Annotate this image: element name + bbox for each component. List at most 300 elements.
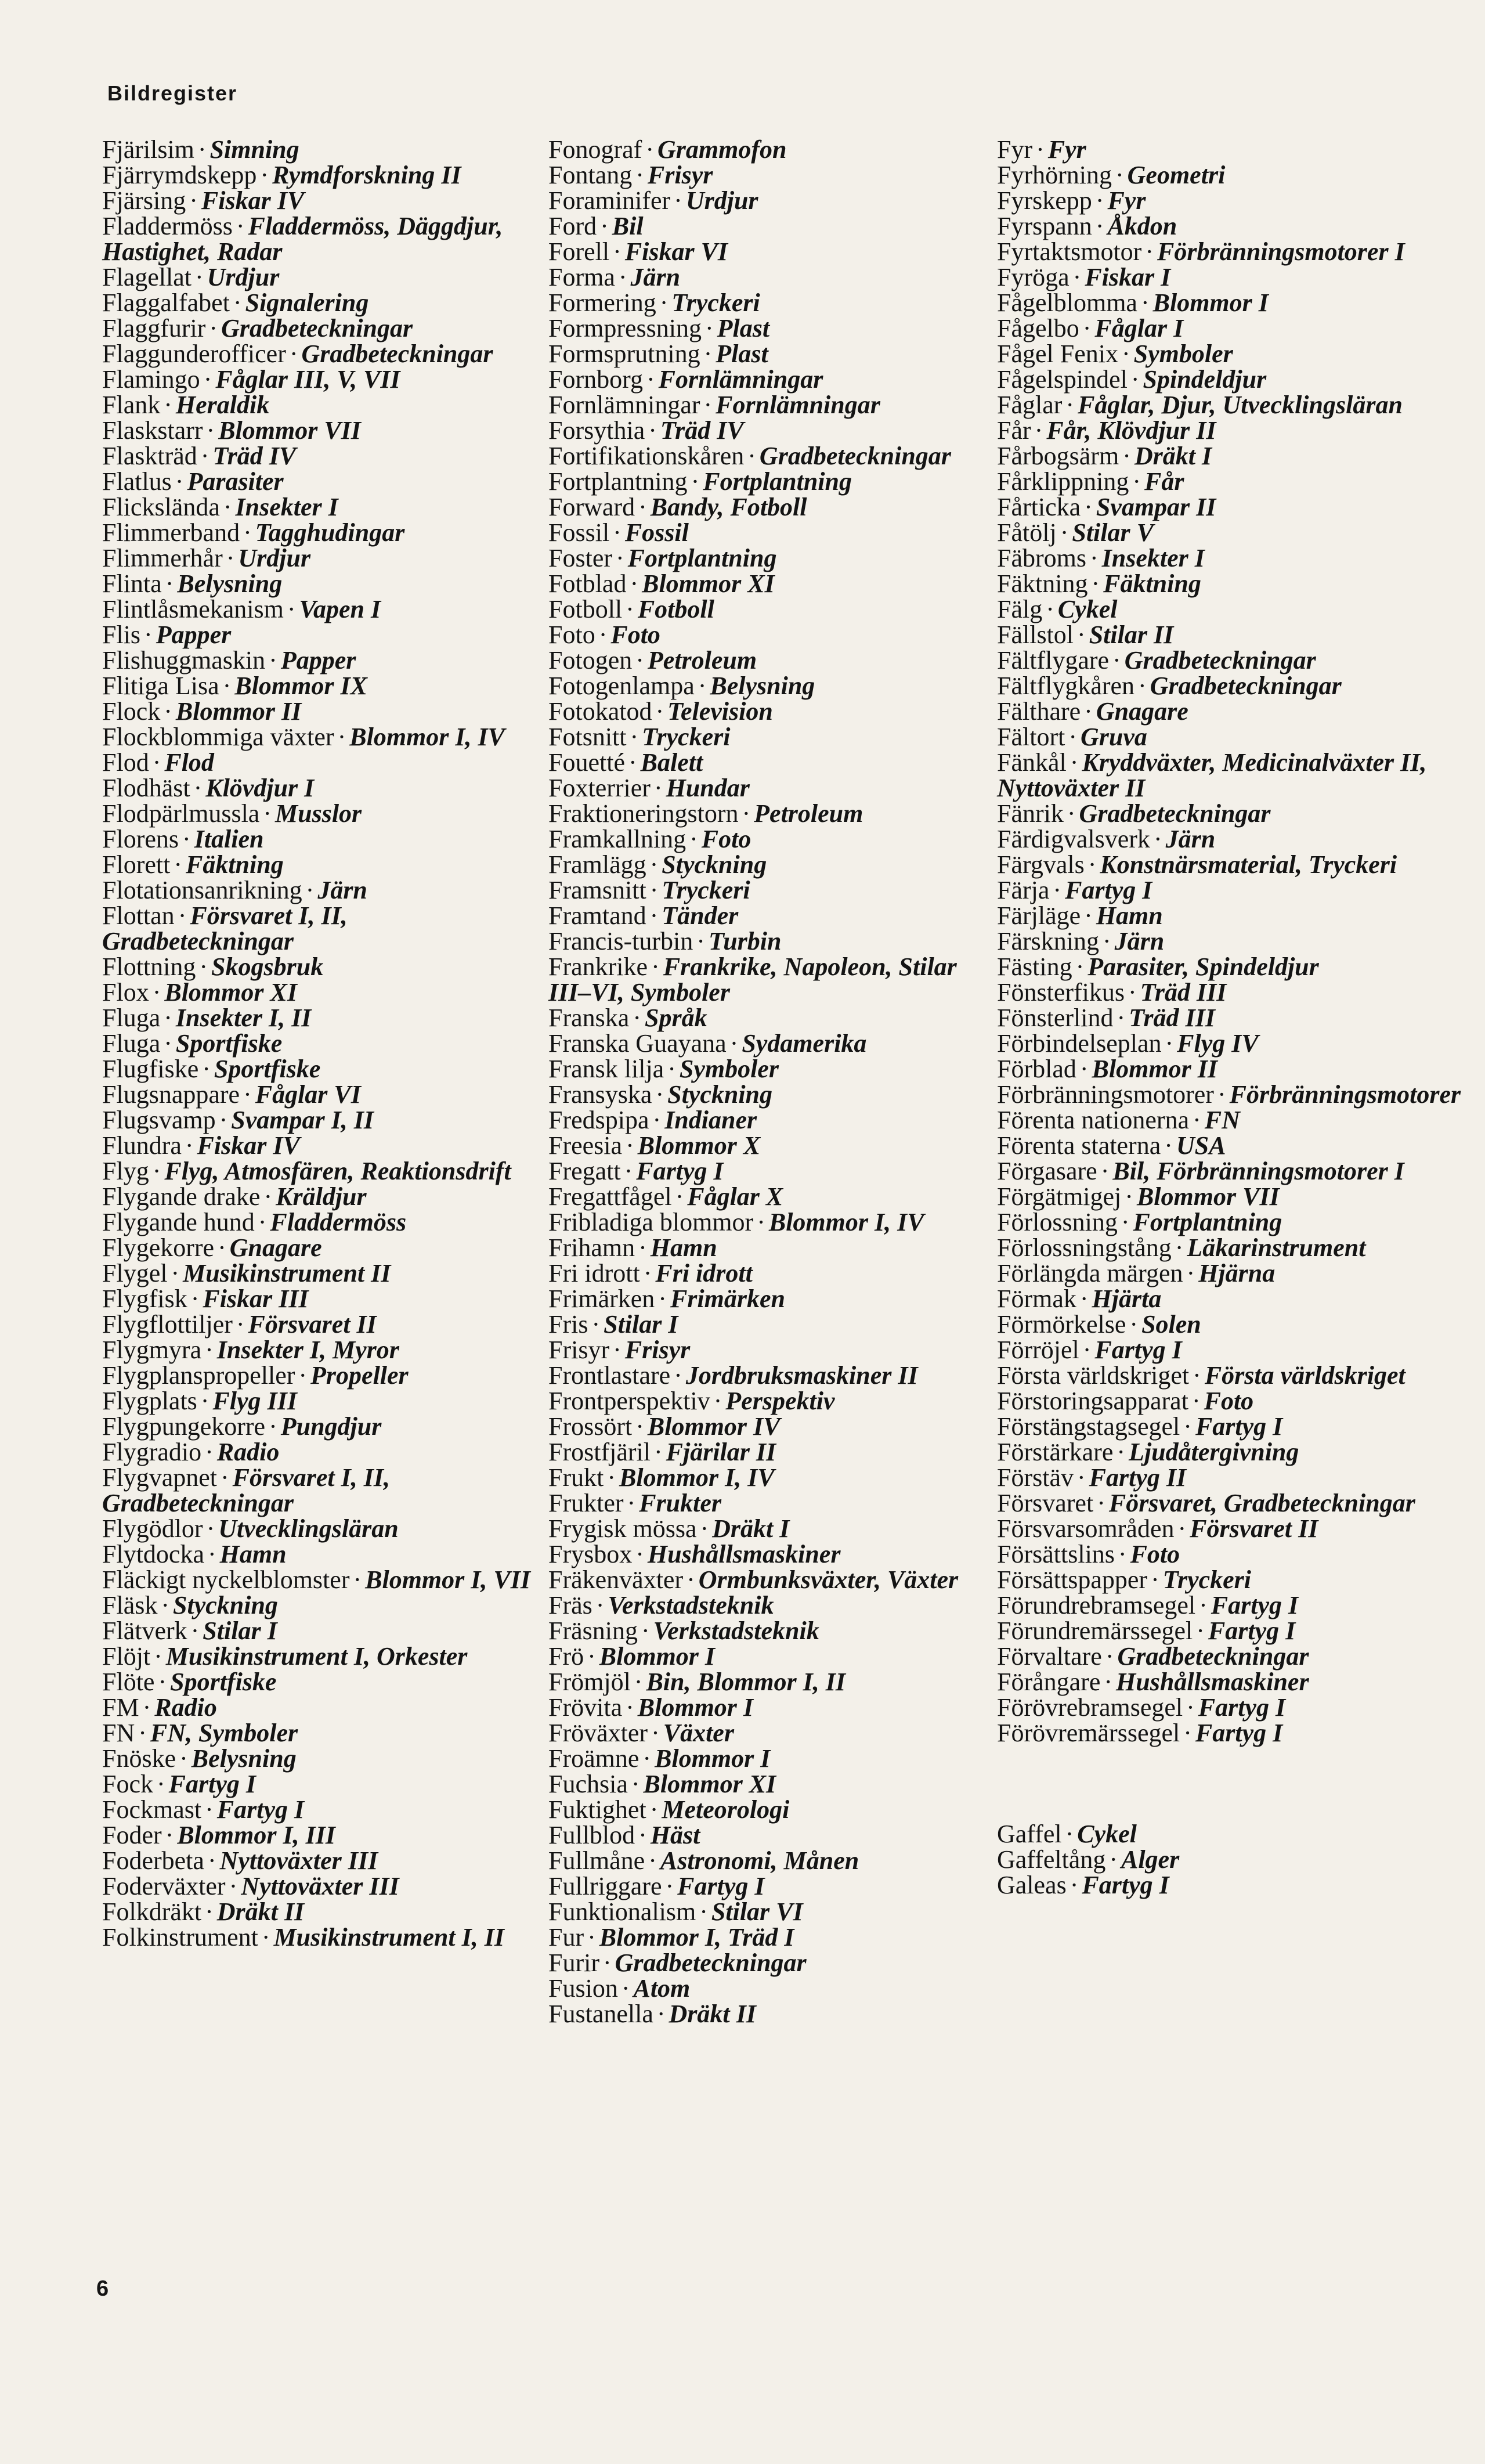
index-entry: [548, 290, 981, 316]
separator-dot: ·: [591, 1310, 601, 1339]
entry-term: Flinta: [102, 569, 162, 598]
entry-reference: Foto: [1130, 1540, 1180, 1568]
separator-dot: ·: [674, 186, 682, 215]
entry-term: Franska Guayana: [548, 1029, 727, 1058]
separator-dot: ·: [652, 1106, 662, 1134]
entry-reference: Fartyg I: [1195, 1412, 1283, 1441]
separator-dot: ·: [1121, 1208, 1130, 1236]
index-entry: [548, 443, 981, 469]
separator-dot: ·: [621, 1974, 630, 2003]
index-entry: [997, 163, 1429, 188]
entry-reference: Blommor X: [637, 1131, 761, 1160]
entry-reference: Blommor I, IV: [768, 1208, 924, 1236]
separator-dot: ·: [1196, 1617, 1205, 1645]
entry-term: Flätverk: [102, 1617, 187, 1645]
entry-reference: Signalering: [245, 288, 369, 317]
entry-reference: Frisyr: [624, 1336, 691, 1364]
entry-term: Fotogenlampa: [548, 672, 695, 700]
index-entry: [102, 1133, 534, 1159]
index-entry: [102, 1823, 534, 1848]
entry-reference: Försvaret II: [248, 1310, 377, 1339]
entry-term: Fotokatod: [548, 697, 652, 726]
index-entry: [548, 1184, 981, 1210]
separator-dot: ·: [233, 288, 242, 317]
entry-reference: Hamn: [650, 1233, 717, 1262]
separator-dot: ·: [700, 1514, 709, 1543]
entry-reference: Blommor I, IV: [349, 723, 505, 751]
entry-reference: Fåglar III, V, VII: [215, 365, 400, 394]
separator-dot: ·: [1153, 825, 1162, 853]
entry-term: Flugfiske: [102, 1055, 199, 1083]
separator-dot: ·: [236, 1310, 245, 1339]
separator-dot: ·: [1070, 748, 1079, 777]
index-entry: [102, 622, 534, 648]
entry-term: Foster: [548, 544, 612, 572]
index-entry: [548, 367, 981, 392]
entry-reference: Klövdjur I: [205, 774, 315, 802]
separator-dot: ·: [207, 1846, 216, 1875]
entry-reference: Flyg, Atmosfären, Reaktionsdrift: [164, 1157, 511, 1185]
entry-term: Flaggunderofficer: [102, 340, 286, 368]
separator-dot: ·: [194, 263, 204, 291]
separator-dot: ·: [1117, 1438, 1126, 1466]
index-entry: [548, 954, 981, 1005]
separator-dot: ·: [1104, 1668, 1113, 1696]
index-entry: [997, 1720, 1429, 1746]
entry-reference: Plast: [717, 314, 770, 342]
separator-dot: ·: [1145, 237, 1154, 266]
entry-term: Francis-turbin: [548, 927, 693, 955]
entry-reference: Dräkt II: [669, 2000, 756, 2028]
entry-term: Flottning: [102, 953, 196, 981]
entry-term: Fusion: [548, 1974, 618, 2003]
entry-term: Försättslins: [997, 1540, 1115, 1568]
entry-term: Folkdräkt: [102, 1897, 202, 1926]
index-entry: [548, 622, 981, 648]
entry-term: Fransk lilja: [548, 1055, 664, 1083]
entry-reference: Papper: [280, 646, 356, 674]
entry-term: Förvaltare: [997, 1642, 1102, 1671]
separator-dot: ·: [1053, 876, 1062, 904]
entry-reference: Verkstadsteknik: [653, 1617, 819, 1645]
entry-reference: Kräldjur: [276, 1182, 367, 1211]
entry-term: Fröväxter: [548, 1719, 648, 1747]
entry-reference: Sportfiske: [175, 1029, 283, 1058]
index-entry: [102, 1440, 534, 1465]
index-entry: [102, 1363, 534, 1388]
separator-dot: ·: [635, 1540, 644, 1568]
entry-term: Förövrebramsegel: [997, 1693, 1183, 1722]
index-entry: [102, 1746, 534, 1772]
entry-term: Färgvals: [997, 850, 1085, 879]
index-entry: [997, 239, 1429, 265]
entry-reference: Hushållsmaskiner: [1116, 1668, 1309, 1696]
index-entry: [548, 1261, 981, 1286]
separator-dot: ·: [1129, 1310, 1139, 1339]
index-entry: [548, 1950, 981, 1976]
separator-dot: ·: [656, 2000, 666, 2028]
separator-dot: ·: [1130, 365, 1140, 394]
entry-reference: Jordbruksmaskiner II: [685, 1361, 918, 1390]
index-entry: [548, 648, 981, 673]
entry-term: Flöjt: [102, 1642, 151, 1671]
separator-dot: ·: [229, 1872, 238, 1900]
entry-term: Fläckigt nyckelblomster: [102, 1565, 350, 1594]
index-entry: [997, 954, 1429, 980]
entry-term: Flimmerband: [102, 518, 240, 547]
separator-dot: ·: [190, 1617, 200, 1645]
entry-reference: Svampar I, II: [231, 1106, 374, 1134]
entry-reference: Fyr: [1107, 186, 1146, 215]
separator-dot: ·: [243, 1080, 252, 1109]
separator-dot: ·: [1084, 697, 1093, 726]
index-entry: [102, 546, 534, 571]
index-entry: [548, 699, 981, 724]
entry-term: Fotsnitt: [548, 723, 627, 751]
section-gap: [997, 1746, 1429, 1821]
separator-dot: ·: [1117, 1004, 1126, 1032]
index-entry: [102, 1772, 534, 1797]
index-entry: [997, 673, 1429, 699]
separator-dot: ·: [674, 1361, 682, 1390]
entry-reference: Blommor XI: [642, 569, 775, 598]
entry-term: Framkallning: [548, 825, 687, 853]
entry-term: Furir: [548, 1949, 599, 1977]
index-entry: [997, 571, 1429, 597]
entry-term: Fransyska: [548, 1080, 652, 1109]
entry-term: Fästing: [997, 953, 1072, 981]
entry-term: Flodhäst: [102, 774, 190, 802]
entry-term: Forward: [548, 493, 635, 521]
entry-term: Fältort: [997, 723, 1065, 751]
entry-term: Fräsning: [548, 1617, 638, 1645]
index-entry: [102, 1618, 534, 1644]
separator-dot: ·: [705, 314, 714, 342]
entry-term: Fuktighet: [548, 1795, 646, 1824]
entry-term: Fyrtaktsmotor: [997, 237, 1142, 266]
entry-term: Flitiga Lisa: [102, 672, 219, 700]
entry-reference: Blommor II: [1092, 1055, 1217, 1083]
index-entry: [997, 443, 1429, 469]
entry-reference: Träd IV: [660, 416, 744, 445]
index-entry: [102, 699, 534, 724]
entry-term: Flaskträd: [102, 442, 197, 470]
separator-dot: ·: [263, 1182, 273, 1211]
separator-dot: ·: [1199, 1591, 1208, 1619]
separator-dot: ·: [649, 876, 659, 904]
entry-term: Flintlåsmekanism: [102, 595, 284, 623]
entry-reference: Tänder: [662, 901, 739, 930]
separator-dot: ·: [289, 340, 298, 368]
index-entry: [548, 801, 981, 827]
index-entry: [102, 443, 534, 469]
separator-dot: ·: [197, 135, 207, 164]
entry-reference: Petroleum: [647, 646, 757, 674]
entry-term: FN: [102, 1719, 135, 1747]
entry-term: Fuchsia: [548, 1770, 628, 1798]
index-entry: [548, 1159, 981, 1184]
separator-dot: ·: [203, 365, 212, 394]
entry-reference: Fartyg I: [636, 1157, 724, 1185]
separator-dot: ·: [1105, 1642, 1114, 1671]
entry-term: Fotboll: [548, 595, 623, 623]
entry-term: Förlossningstång: [997, 1233, 1172, 1262]
index-entry: [548, 1669, 981, 1695]
entry-term: Gaffel: [997, 1820, 1062, 1848]
separator-dot: ·: [138, 1719, 147, 1747]
entry-term: Förgasare: [997, 1157, 1097, 1185]
entry-reference: Träd III: [1140, 978, 1227, 1006]
separator-dot: ·: [1034, 416, 1043, 445]
index-entry: [997, 469, 1429, 495]
separator-dot: ·: [182, 825, 191, 853]
entry-reference: Television: [667, 697, 773, 726]
index-entry: [102, 1848, 534, 1874]
separator-dot: ·: [205, 1336, 214, 1364]
index-entry: [102, 1797, 534, 1823]
separator-dot: ·: [1122, 442, 1131, 470]
separator-dot: ·: [179, 1744, 188, 1773]
index-entry: [997, 1388, 1429, 1414]
index-entry: [102, 1874, 534, 1899]
index-entry: [997, 1465, 1429, 1491]
entry-term: Foderbeta: [102, 1846, 204, 1875]
separator-dot: ·: [269, 1412, 277, 1441]
entry-reference: Styckning: [667, 1080, 773, 1109]
separator-dot: ·: [178, 901, 187, 930]
separator-dot: ·: [665, 1872, 674, 1900]
index-entry: [997, 980, 1429, 1005]
index-entry: [102, 1159, 534, 1184]
separator-dot: ·: [223, 493, 232, 521]
separator-dot: ·: [587, 1923, 596, 1951]
index-entry: [548, 1337, 981, 1363]
entry-reference: Geometri: [1127, 161, 1226, 189]
entry-reference: Radio: [154, 1693, 217, 1722]
entry-reference: Parasiter, Spindeldjur: [1087, 953, 1319, 981]
entry-reference: Dräkt I: [712, 1514, 790, 1543]
entry-term: Folkinstrument: [102, 1923, 258, 1951]
entry-reference: Flyg III: [212, 1387, 297, 1415]
entry-term: Fock: [102, 1770, 153, 1798]
entry-term: Flytdocka: [102, 1540, 204, 1568]
entry-term: Förblad: [997, 1055, 1076, 1083]
entry-term: Frukt: [548, 1463, 604, 1492]
entry-reference: Fartyg I: [1208, 1617, 1296, 1645]
entry-reference: Heraldik: [175, 391, 270, 419]
separator-dot: ·: [305, 876, 315, 904]
index-entry: [997, 1695, 1429, 1720]
separator-dot: ·: [261, 1923, 270, 1951]
index-entry: [548, 1491, 981, 1516]
separator-dot: ·: [653, 774, 663, 802]
separator-dot: ·: [1183, 1412, 1192, 1441]
entry-term: Frygisk mössa: [548, 1514, 697, 1543]
entry-reference: Kryddväxter, Medicinalväxter II, Nyttoväxter II: [997, 748, 1427, 802]
entry-reference: Språk: [644, 1004, 707, 1032]
separator-dot: ·: [1095, 186, 1104, 215]
entry-reference: Förbränningsmotorer I: [1157, 237, 1405, 266]
separator-dot: ·: [1128, 978, 1137, 1006]
entry-term: Fnöske: [102, 1744, 176, 1773]
entry-term: Flox: [102, 978, 149, 1006]
entry-term: Fårklippning: [997, 467, 1129, 496]
separator-dot: ·: [236, 212, 245, 240]
separator-dot: ·: [626, 1693, 634, 1722]
index-entry: [102, 878, 534, 903]
index-entry: [102, 1695, 534, 1720]
separator-dot: ·: [598, 620, 608, 649]
index-entry: [102, 341, 534, 367]
index-entry: [548, 1312, 981, 1337]
index-entry: [548, 163, 981, 188]
entry-term: Frontperspektiv: [548, 1387, 710, 1415]
index-entry: [548, 214, 981, 239]
entry-reference: Sportfiske: [214, 1055, 321, 1083]
entry-term: Flaskstarr: [102, 416, 203, 445]
entry-term: Flygel: [102, 1259, 168, 1287]
entry-term: Flugsnappare: [102, 1080, 240, 1109]
index-entry: [548, 750, 981, 775]
entry-term: Formsprutning: [548, 340, 700, 368]
index-entry: [548, 2001, 981, 2027]
entry-reference: Tryckeri: [662, 876, 750, 904]
index-entry: [997, 1133, 1429, 1159]
index-entry: [548, 597, 981, 622]
entry-reference: Fäktning: [185, 850, 284, 879]
entry-reference: Fladdermöss, Däggdjur, Hastighet, Radar: [102, 212, 503, 266]
entry-reference: Ormbunksväxter, Växter: [698, 1565, 959, 1594]
entry-reference: Första världskriget: [1204, 1361, 1405, 1390]
separator-dot: ·: [630, 569, 639, 598]
separator-dot: ·: [1186, 1259, 1195, 1287]
index-entry: [997, 699, 1429, 724]
separator-dot: ·: [675, 1182, 684, 1211]
entry-term: Får: [997, 416, 1031, 445]
index-entry: [102, 903, 534, 954]
index-entry: [102, 367, 534, 392]
separator-dot: ·: [1118, 1540, 1127, 1568]
entry-reference: Stilar VI: [711, 1897, 803, 1926]
entry-reference: Gradbeteckningar: [1117, 1642, 1309, 1671]
index-entry: [997, 1873, 1429, 1898]
separator-dot: ·: [713, 1387, 722, 1415]
index-entry: [997, 1491, 1429, 1516]
entry-reference: Tagghudingar: [255, 518, 405, 547]
entry-reference: Häst: [650, 1821, 700, 1849]
entry-reference: Järn: [317, 876, 367, 904]
separator-dot: ·: [164, 391, 172, 419]
entry-term: Frankrike: [548, 953, 648, 981]
index-entry: [997, 316, 1429, 341]
separator-dot: ·: [287, 595, 296, 623]
index-entry: [548, 1823, 981, 1848]
index-entry: [997, 1159, 1429, 1184]
index-entry: [548, 1899, 981, 1925]
separator-dot: ·: [667, 1055, 676, 1083]
entry-reference: Rymdforskning II: [272, 161, 461, 189]
entry-term: Frö: [548, 1642, 584, 1671]
index-entry: [997, 1107, 1429, 1133]
entry-reference: Fäktning: [1103, 569, 1201, 598]
entry-reference: Försvaret II: [1190, 1514, 1318, 1543]
entry-term: Fris: [548, 1310, 588, 1339]
separator-dot: ·: [205, 1897, 214, 1926]
index-entry: [102, 1669, 534, 1695]
entry-term: Fyrspann: [997, 212, 1092, 240]
entry-reference: Belysning: [191, 1744, 297, 1773]
entry-reference: Stilar II: [1089, 620, 1174, 649]
separator-dot: ·: [642, 1744, 652, 1773]
index-entry: [548, 1593, 981, 1618]
entry-reference: Spindeldjur: [1143, 365, 1267, 394]
index-entry: [548, 1414, 981, 1440]
index-entry: [997, 265, 1429, 290]
index-entry: [548, 1286, 981, 1312]
index-entry: [997, 1593, 1429, 1618]
entry-term: Flygande drake: [102, 1182, 261, 1211]
entry-term: Förångare: [997, 1668, 1101, 1696]
separator-dot: ·: [243, 518, 252, 547]
entry-reference: Fiskar IV: [197, 1131, 300, 1160]
index-entry: [548, 903, 981, 929]
separator-dot: ·: [1175, 1233, 1184, 1262]
entry-reference: Fartyg I: [1065, 876, 1152, 904]
separator-dot: ·: [1084, 493, 1093, 521]
entry-term: Flockblommiga växter: [102, 723, 334, 751]
index-entry: [548, 1056, 981, 1082]
separator-dot: ·: [747, 442, 756, 470]
separator-dot: ·: [658, 1285, 667, 1313]
entry-term: Fraktioneringstorn: [548, 799, 739, 828]
index-entry: [102, 1082, 534, 1107]
entry-term: Frossört: [548, 1412, 633, 1441]
index-entry: [997, 1312, 1429, 1337]
separator-dot: ·: [1112, 646, 1121, 674]
index-entry: [997, 495, 1429, 520]
entry-term: Fäbroms: [997, 544, 1086, 572]
index-entry: [102, 1542, 534, 1567]
entry-term: Fågelspindel: [997, 365, 1128, 394]
index-entry: [102, 316, 534, 341]
separator-dot: ·: [631, 1770, 640, 1798]
entry-term: Galeas: [997, 1871, 1067, 1899]
index-entry: [548, 520, 981, 546]
index-entry: [102, 418, 534, 443]
entry-reference: Konstnärsmaterial, Tryckeri: [1100, 850, 1397, 879]
separator-dot: ·: [624, 1157, 633, 1185]
entry-reference: Fri idrott: [655, 1259, 753, 1287]
entry-reference: Hushållsmaskiner: [647, 1540, 841, 1568]
entry-term: Fräs: [548, 1591, 592, 1619]
separator-dot: ·: [635, 646, 644, 674]
entry-reference: Fornlämningar: [716, 391, 880, 419]
entry-reference: Balett: [640, 748, 703, 777]
entry-term: Fåglar: [997, 391, 1063, 419]
index-entry: [102, 1567, 534, 1593]
entry-term: Fågelblomma: [997, 288, 1137, 317]
index-entry: [997, 1005, 1429, 1031]
separator-dot: ·: [613, 1336, 622, 1364]
index-entry: [548, 495, 981, 520]
entry-term: Frukter: [548, 1489, 624, 1517]
entry-term: Fotblad: [548, 569, 627, 598]
entry-reference: Urdjur: [238, 544, 311, 572]
entry-term: Formering: [548, 288, 656, 317]
index-entry: [548, 1644, 981, 1669]
separator-dot: ·: [633, 1004, 641, 1032]
entry-reference: Hjärta: [1092, 1285, 1162, 1313]
